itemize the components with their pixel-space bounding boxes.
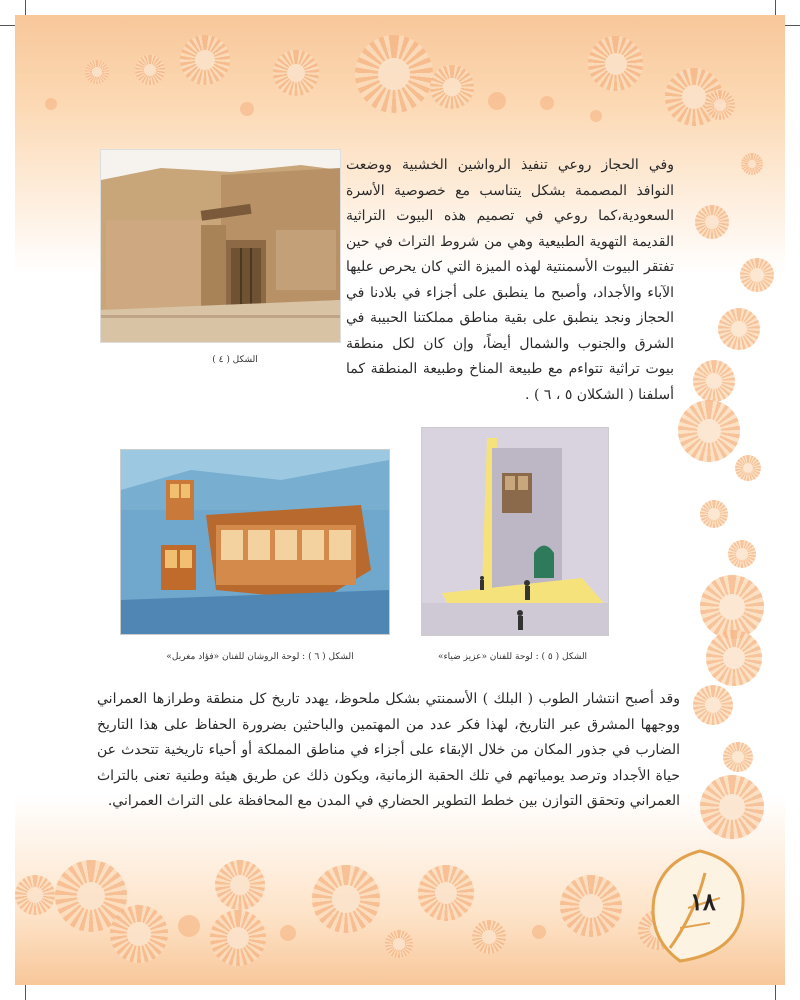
crop-mark [25,985,26,1000]
flower-ornament [693,685,733,725]
flower-ornament [741,153,763,175]
flower-ornament [85,60,109,84]
page-number: ١٨ [690,887,716,916]
alley-painting-illustration [422,428,608,635]
figure-5-caption: الشكل ( ٥ ) : لوحة للفنان «عزيز ضياء» [437,652,588,662]
flower-ornament [740,258,774,292]
flower-ornament [110,905,168,963]
body-paragraph-bottom: وقد أصبح انتشار الطوب ( البلك ) الأسمنتي بشكل ملحوظ، يهدد تاريخ كل منطقة وطرازها العمراني ووجهها المشرق عبر التاريخ، لهذا فكر عدد من المهتمين والباحثين بضرورة الحفاظ على هذا التاريخ الضارب في جذور المكان من خلال الإبقاء على أجزاء في مناطق المملكة أو أحياء تاريخية تتحدث عن حياة الأجداد وترصد يومياتهم في تلك الحقبة الزمانية، ويكون ذلك عن طريق هيئة وطنية تعنى بالتراث العمراني وتحقق التوازن بين خطط التطوير الحضاري في المدن مع المحافظة على التراث العمراني. [97,691,680,809]
crop-mark [0,25,15,26]
flower-ornament [355,35,433,113]
flower-ornament [273,50,319,96]
flower-ornament [705,90,735,120]
flower-ornament [735,455,761,481]
flower-ornament [695,205,729,239]
figure-6-caption: الشكل ( ٦ ) : لوحة الروشان للفنان «فؤاد مغربل» [166,652,354,662]
flower-ornament [15,875,55,915]
mud-house-illustration [101,150,340,342]
body-paragraph-top: وفي الحجاز روعي تنفيذ الرواشين الخشبية ووضعت النوافذ المصممة بشكل يتناسب مع خصوصية الأسرة السعودية،كما روعي في تصميم هذه البيوت التراثية القديمة التهوية الطبيعية وهي من شروط التراث في حين تفتقر البيوت الأسمنتية لهذه الميزة التي كان يحرص عليها الآباء والأجداد، وأصبح ما ينطبق على أجزاء في بلادنا في الحجاز ونجد ينطبق على بقية مناطق مملكتنا الحبيبة في الشرق والجنوب والشمال أيضاً، وإن كان لكل منطقة بيوت تراثية تتواءم مع طبيعة المناخ وطبيعة المنطقة كما أسلفنا ( الشكلان ٥ ، ٦ ) . [346,157,674,403]
flower-ornament [135,55,165,85]
dot-ornament [280,925,296,941]
roshan-painting-illustration [121,450,389,634]
flower-ornament [472,920,506,954]
flower-ornament [210,910,266,966]
flower-ornament [700,500,728,528]
crop-mark [25,0,26,15]
flower-ornament [215,860,265,910]
flower-ornament [700,775,764,839]
flower-ornament [180,35,230,85]
figure-4-photo [100,149,341,343]
flower-ornament [430,65,474,109]
dot-ornament [540,96,554,110]
flower-ornament [718,308,760,350]
figure-5-painting [421,427,609,636]
flower-ornament [312,865,380,933]
flower-ornament [678,400,740,462]
dot-ornament [45,98,57,110]
dot-ornament [488,92,506,110]
flower-ornament [560,875,622,937]
flower-ornament [588,36,643,91]
dot-ornament [590,110,602,122]
flower-ornament [723,742,753,772]
dot-ornament [240,102,254,116]
figure-6-painting [120,449,390,635]
flower-ornament [385,930,413,958]
flower-ornament [693,360,735,402]
dot-ornament [178,915,200,937]
flower-ornament [418,865,474,921]
flower-ornament [706,630,762,686]
flower-ornament [728,540,756,568]
figure-4-caption: الشكل ( ٤ ) [212,355,258,365]
crop-mark [785,25,800,26]
dot-ornament [532,925,546,939]
crop-mark [775,985,776,1000]
crop-mark [775,0,776,15]
